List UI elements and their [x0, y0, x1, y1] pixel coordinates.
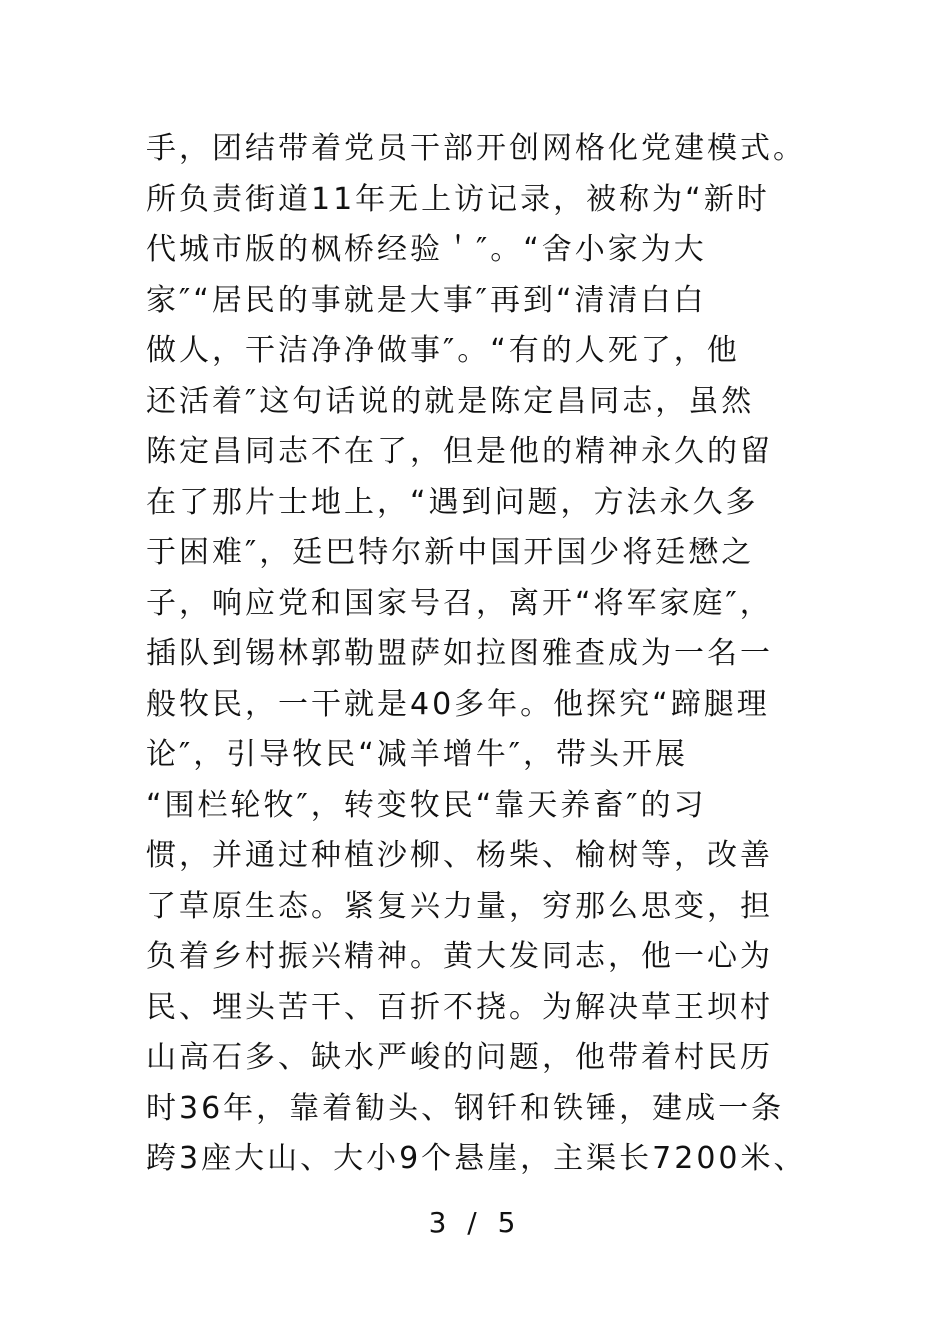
text-line: 论″，引导牧民“减羊增牛″，带头开展: [146, 737, 688, 772]
text-line: 惯，并通过种植沙柳、杨柴、榆树等，改善: [146, 838, 773, 873]
text-line: 陈定昌同志不在了，但是他的精神永久的留: [146, 434, 773, 469]
text-line: 负着乡村振兴精神。黄大发同志，他一心为: [146, 939, 773, 974]
text-line: 所负责街道11年无上访记录，被称为“新时: [146, 181, 770, 217]
text-line: 子，响应党和国家号召，离开“将军家庭″，: [146, 585, 773, 621]
text-line: 民、埋头苦干、百折不挠。为解决草王坝村: [146, 989, 773, 1025]
text-line: 插队到锡林郭勒盟萨如拉图雅查成为一名一: [146, 636, 773, 671]
text-line: 跨3座大山、大小9个悬崖，主渠长7200米、: [146, 1141, 807, 1176]
text-line: 代城市版的枫桥经验＇″。“舍小家为大: [146, 232, 707, 267]
text-line: 在了那片士地上，“遇到问题，方法永久多: [146, 484, 759, 520]
text-line: 家″“居民的事就是大事″再到“清清白白: [146, 282, 707, 318]
body-text: [146, 124, 816, 1185]
text-line: 了草原生态。紧复兴力量，穷那么思变，担: [146, 888, 773, 924]
text-line: 于困难″，廷巴特尔新中国开国少将廷懋之: [146, 535, 755, 570]
text-line: 时36年，靠着勧头、钢钎和铁锤，建成一条: [146, 1090, 785, 1126]
text-line: 做人，干洁净净做事″。“有的人死了，他: [146, 333, 740, 368]
text-line: 还活着″这句话说的就是陈定昌同志，虽然: [146, 383, 755, 419]
text-line: 手，团结带着党员干部开创网格化党建模式。: [146, 131, 806, 166]
page-number: 3 / 5: [428, 1206, 522, 1239]
text-line: 般牧民，一干就是40多年。他探究“蹄腿理: [146, 686, 770, 722]
text-line: “围栏轮牧″，转变牧民“靠天养畜″的习: [146, 787, 707, 823]
text-line: 山高石多、缺水严峻的问题，他带着村民历: [146, 1040, 773, 1075]
